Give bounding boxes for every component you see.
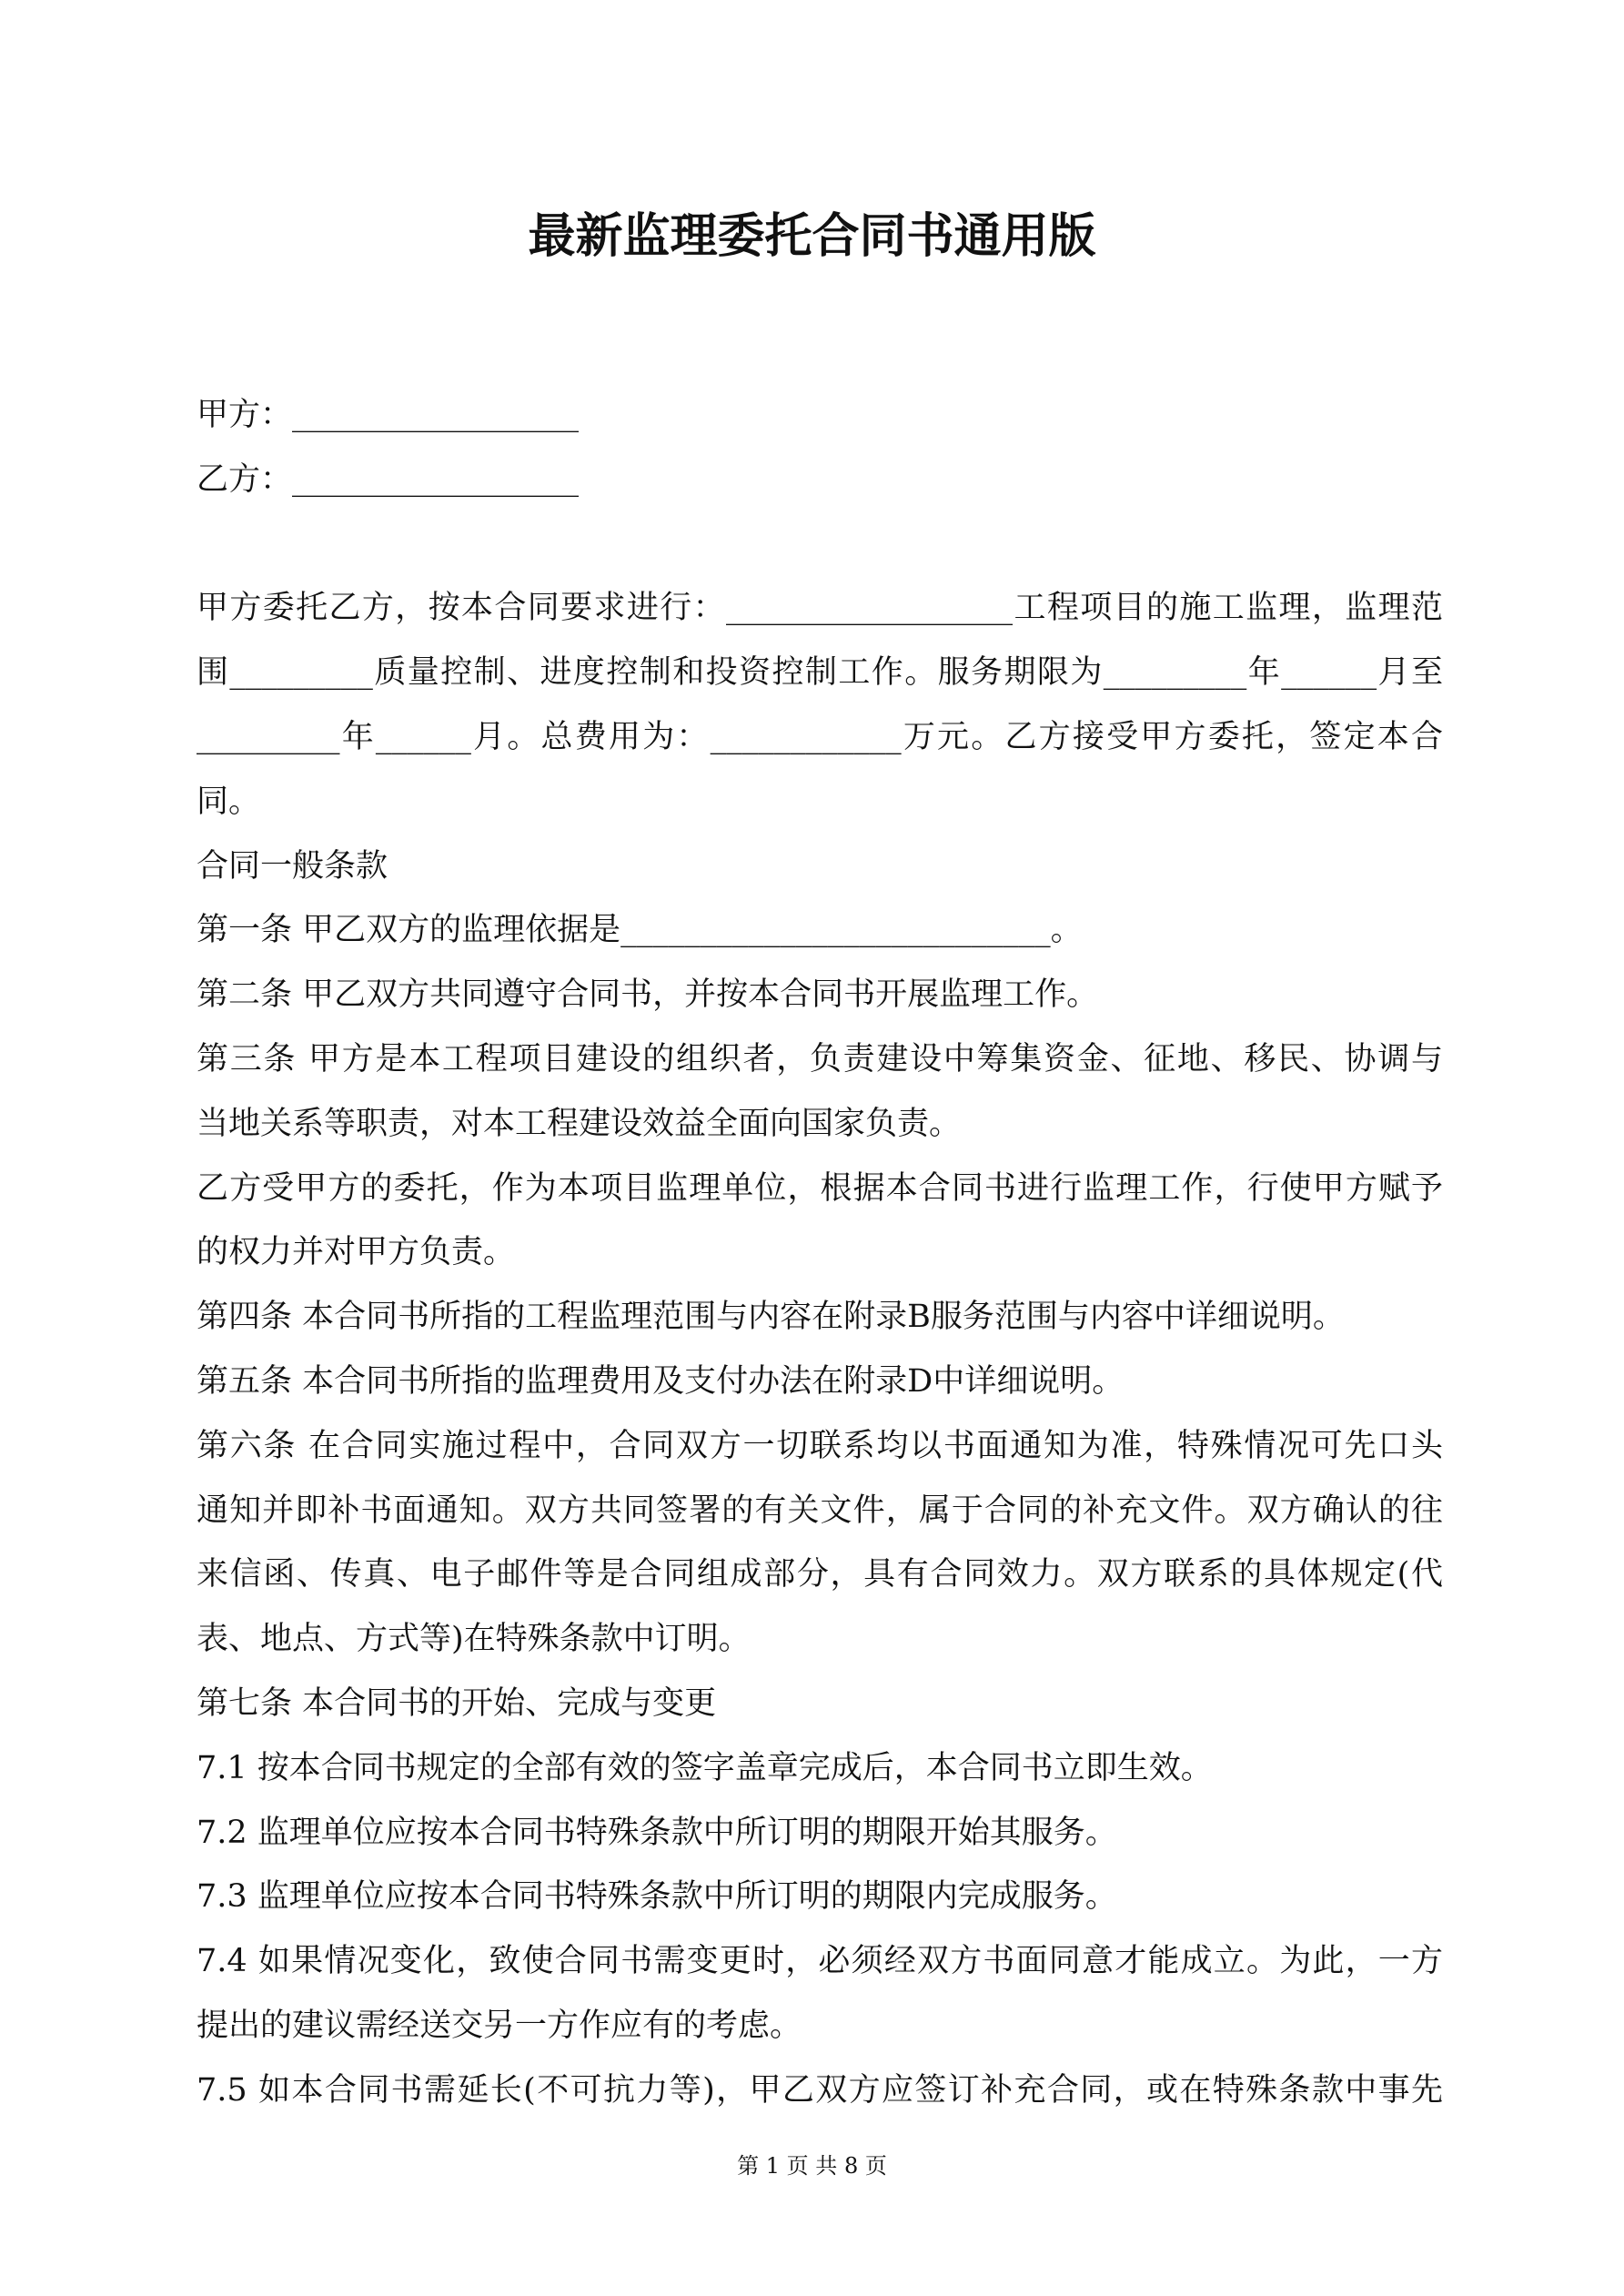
text-line: 7.3 监理单位应按本合同书特殊条款中所订明的期限内完成服务。 bbox=[197, 1878, 1117, 1916]
text-line: 的权力并对甲方负责。 bbox=[197, 1234, 516, 1271]
text-line: 甲方委托乙方，按本合同要求进行：__________________工程项目的施工监理，监理范 bbox=[197, 590, 1443, 627]
text-line: 乙方受甲方的委托，作为本项目监理单位，根据本合同书进行监理工作，行使甲方赋予 bbox=[197, 1169, 1443, 1207]
blank-line bbox=[197, 512, 1443, 577]
text-line: 合同一般条款 bbox=[197, 847, 388, 885]
text-line: 第二条 甲乙双方共同遵守合同书，并按本合同书开展监理工作。 bbox=[197, 976, 1099, 1014]
text-line: 第六条 在合同实施过程中，合同双方一切联系均以书面通知为准，特殊情况可先口头 bbox=[197, 1427, 1443, 1464]
text-line: 表、地点、方式等)在特殊条款中订明。 bbox=[197, 1621, 751, 1658]
text-line: 第四条 本合同书所指的工程监理范围与内容在附录B服务范围与内容中详细说明。 bbox=[197, 1299, 1345, 1336]
text-line: 第三条 甲方是本工程项目建设的组织者，负责建设中筹集资金、征地、移民、协调与 bbox=[197, 1040, 1443, 1077]
text-line: 通知并即补书面通知。双方共同签署的有关文件，属于合同的补充文件。双方确认的往 bbox=[197, 1492, 1443, 1529]
document-title: 最新监理委托合同书通用版 bbox=[528, 208, 1096, 264]
text-line: 围_________质量控制、进度控制和投资控制工作。服务期限为_________年______月至 bbox=[197, 654, 1443, 692]
text-line: 7.2 监理单位应按本合同书特殊条款中所订明的期限开始其服务。 bbox=[197, 1814, 1117, 1851]
text-line: 来信函、传真、电子邮件等是合同组成部分，具有合同效力。双方联系的具体规定(代 bbox=[197, 1556, 1443, 1593]
text-line: 甲方：__________________ bbox=[197, 397, 580, 433]
text-line: 第七条 本合同书的开始、完成与变更 bbox=[197, 1684, 717, 1722]
text-line: 第一条 甲乙双方的监理依据是___________________________。 bbox=[197, 912, 1083, 949]
text-line: 提出的建议需经送交另一方作应有的考虑。 bbox=[197, 2007, 802, 2044]
text-line: 同。 bbox=[197, 783, 261, 820]
text-line: 7.1 按本合同书规定的全部有效的签字盖章完成后，本合同书立即生效。 bbox=[197, 1749, 1213, 1786]
text-line: 7.5 如本合同书需延长(不可抗力等)，甲乙双方应签订补充合同，或在特殊条款中事先 bbox=[197, 2071, 1443, 2109]
text-line: _________年______月。总费用为：____________万元。乙方接受甲方委托，签定本合 bbox=[197, 718, 1443, 755]
page-footer: 第 1 页 共 8 页 bbox=[737, 2153, 887, 2179]
text-line: 当地关系等职责，对本工程建设效益全面向国家负责。 bbox=[197, 1105, 962, 1142]
text-line: 乙方：__________________ bbox=[197, 460, 580, 498]
text-line: 7.4 如果情况变化，致使合同书需变更时，必须经双方书面同意才能成立。为此，一方 bbox=[197, 1943, 1443, 1980]
document-body bbox=[197, 383, 1443, 2123]
text-line: 第五条 本合同书所指的监理费用及支付办法在附录D中详细说明。 bbox=[197, 1362, 1125, 1400]
